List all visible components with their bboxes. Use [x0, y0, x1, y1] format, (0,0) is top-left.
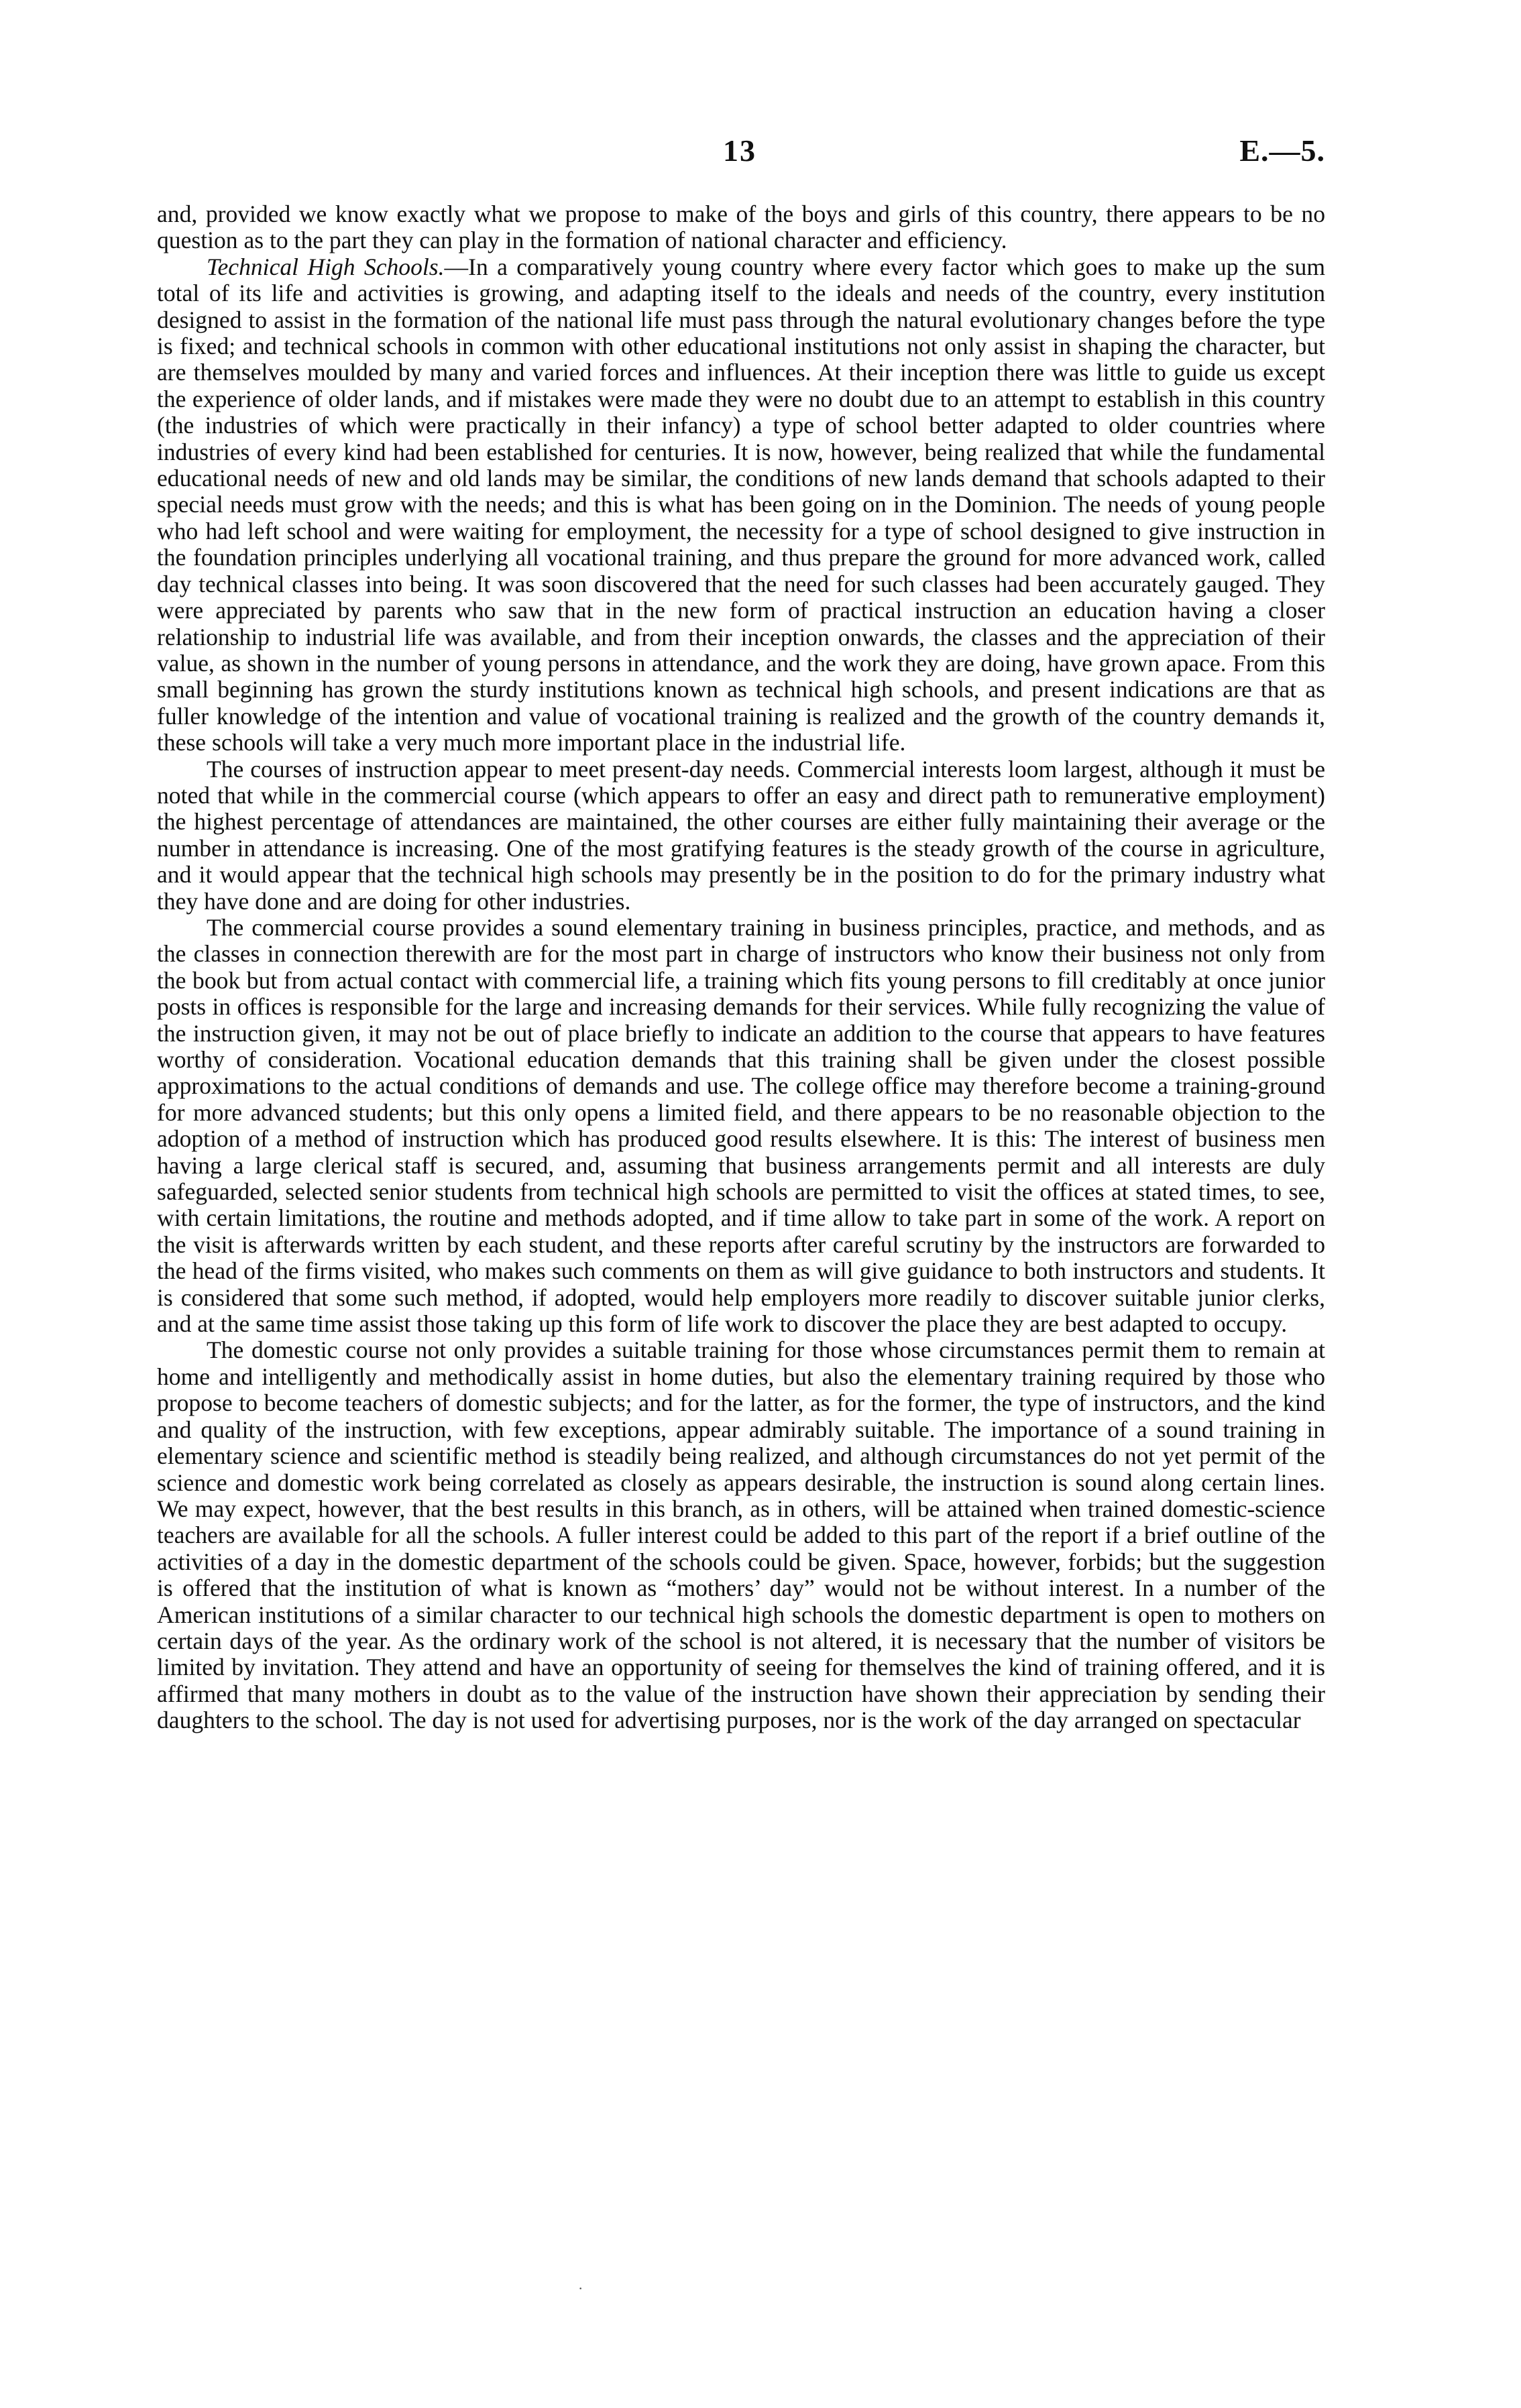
paragraph-technical-high-schools [157, 254, 1325, 756]
paragraph-text: The domestic course not only provides a suitable training for those whose circumstances permit them to remain at home and intelligently and methodically assist in home duties, but also the elementary training required by those who propose to become teachers of domestic subjects; and for the latter, as for the former, the type of instructors, and the kind and quality of the instruction, with few exceptions, appear admirably suitable. The importance of a sound training in elementary science and scientific method is steadily being realized, and although circumstances do not yet permit of the science and domestic work being correlated as closely as appears desirable, the instruction is sound along certain lines. We may expect, however, that the best results in this branch, as in others, will be attained when trained domestic-science teachers are available for all the schools. A fuller interest could be added to this part of the report if a brief outline of the activities of a day in the domestic department of the schools could be given. Space, however, forbids; but the suggestion is offered that the institution of what is known as “mothers’ day” would not be without interest. In a number of the American institutions of a similar character to our technical high schools the domestic department is open to mothers on certain days of the year. As the ordinary work of the school is not altered, it is necessary that the number of visitors be limited by invitation. They attend and have an opportunity of seeing for themselves the kind of training offered, and it is affirmed that many mothers in doubt as to the value of the instruction have shown their appreciation by sending their daughters to the school. The day is not used for advertising purposes, nor is the work of the day arranged on spectacular [157, 1336, 1325, 1734]
paragraph-commercial-course [157, 915, 1325, 1338]
paragraph-text: —In a comparatively young country where every factor which goes to make up the sum total of its life and activities is growing, and adapting itself to the ideals and needs of the country, every institution designed to assist in the formation of the national life must pass through the natural evolutionary changes before the type is fixed; and technical schools in common with other educational institutions not only assist in shaping the character, but are themselves moulded by many and varied forces and influences. At their inception there was little to guide us except the experience of older lands, and if mistakes were made they were no doubt due to an attempt to establish in this country (the industries of which were practically in their infancy) a type of school better adapted to older countries where industries of every kind had been established for centuries. It is now, however, being realized that while the fundamental educational needs of new and old lands may be similar, the conditions of new lands demand that schools adapted to their special needs must grow with the needs; and this is what has been going on in the Dominion. The needs of young people who had left school and were waiting for employment, the necessity for a type of school designed to give instruction in the foundation principles underlying all vocational training, and thus prepare the ground for more advanced work, called day technical classes into being. It was soon discovered that the need for such classes had been accurately gauged. They were appreciated by parents who saw that in the new form of practical instruction an education having a closer relationship to industrial life was available, and from their inception onwards, the classes and the appreciation of their value, as shown in the number of young persons in attendance, and the work they are doing, have grown apace. From this small beginning has grown the sturdy institutions known as technical high schools, and present indications are that as fuller knowledge of the intention and value of vocational training is realized and the growth of the country demands it, these schools will take a very much more important place in the industrial life. [157, 253, 1325, 756]
report-code: E.—5. [1239, 133, 1325, 168]
section-heading-technical-high-schools: Technical High Schools. [207, 253, 445, 280]
page-header [0, 133, 1521, 173]
paragraph-text: The commercial course provides a sound elementary training in business principles, practice, and methods, and as the classes in connection therewith are for the most part in charge of instructors who know their business not only from the book but from actual contact with commercial life, a training which fits young persons to fill creditably at once junior posts in offices is responsible for the large and increasing demands for their services. While fully recognizing the value of the instruction given, it may not be out of place briefly to indicate an addition to the course that appears to have features worthy of consideration. Vocational education demands that this training shall be given under the closest possible approximations to the actual conditions of demands and use. The college office may therefore become a training-ground for more advanced students; but this only opens a limited field, and there appears to be no reasonable objection to the adoption of a method of instruction which has produced good results elsewhere. It is this: The interest of business men having a large clerical staff is secured, and, assuming that business arrangements permit and all interests are duly safeguarded, selected senior students from technical high schools are permitted to visit the offices at stated times, to see, with certain limitations, the routine and methods adopted, and if time allow to take part in some of the work. A report on the visit is afterwards written by each student, and these reports after careful scrutiny by the instructors are forwarded to the head of the firms visited, who makes such comments on them as will give guidance to both instructors and students. It is considered that some such method, if adopted, would help employers more readily to discover suitable junior clerks, and at the same time assist those taking up this form of life work to discover the place they are best adapted to occupy. [157, 913, 1325, 1338]
article-body [157, 201, 1325, 1734]
paragraph-national-character [157, 201, 1325, 254]
paragraph-courses-of-instruction [157, 756, 1325, 915]
page-number: 13 [723, 133, 756, 168]
paragraph-text: and, provided we know exactly what we propose to make of the boys and girls of this country, there appears to be no question as to the part they can play in the formation of national character and efficiency. [157, 200, 1325, 254]
paragraph-text: The courses of instruction appear to meet present-day needs. Commercial interests loom largest, although it must be noted that while in the commercial course (which appears to offer an easy and direct path to remunerative employment) the highest percentage of attendances are maintained, the other courses are either fully maintaining their average or the number in attendance is increasing. One of the most gratifying features is the steady growth of the course in agriculture, and it would appear that the technical high schools may presently be in the position to do for the primary industry what they have done and are doing for other industries. [157, 755, 1325, 915]
scan-speck-mark: · [578, 2280, 583, 2297]
paragraph-domestic-course [157, 1337, 1325, 1733]
